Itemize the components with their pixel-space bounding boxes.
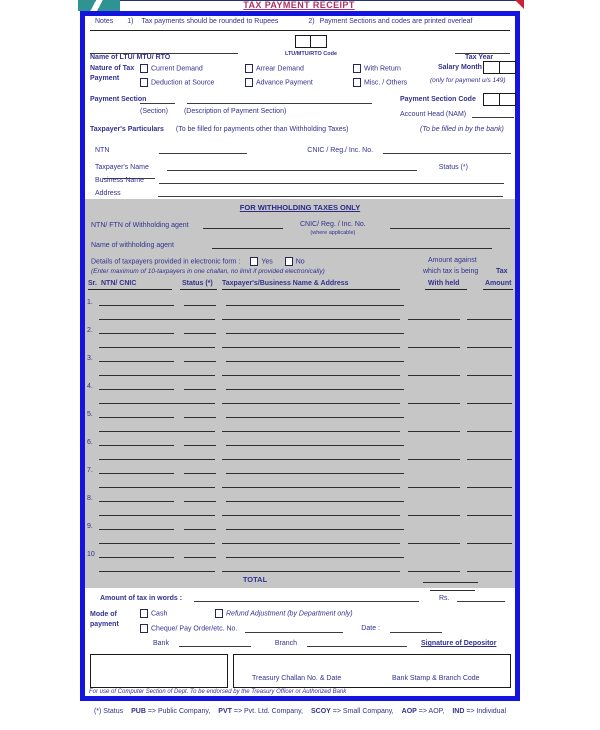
ltu-code-group <box>285 35 337 57</box>
checkbox-deduction-at-source[interactable] <box>140 78 148 87</box>
taxpayer-row <box>85 545 515 573</box>
notes-row <box>95 18 510 25</box>
col-name-label: Taxpayer's/Business Name & Address <box>222 280 349 287</box>
tax-year-label: Tax Year <box>465 54 494 61</box>
note-1-number: 1) <box>127 18 134 25</box>
checkbox-refund-adjustment[interactable] <box>215 609 223 618</box>
section-description-field[interactable] <box>187 96 372 104</box>
row-status-field[interactable] <box>184 466 216 474</box>
salary-month-note: (only for payment u/s 149) <box>430 77 506 84</box>
row-status-field[interactable] <box>184 438 216 446</box>
payment-section-code-boxes-wrap <box>483 93 516 108</box>
wh-details-note: (Enter maximum of 10-taxpayers in one challan, no limit if provided electronically) <box>91 268 325 275</box>
row-withheld-field[interactable] <box>408 536 460 544</box>
rs-field[interactable] <box>457 594 505 602</box>
checkbox-cash[interactable] <box>140 609 148 618</box>
date-label: Date : <box>361 625 380 633</box>
row-ntn-cnic-field[interactable] <box>99 410 174 418</box>
row-name-address-field[interactable] <box>226 550 404 558</box>
description-caption: (Description of Payment Section) <box>183 108 287 115</box>
row-number: 8. <box>87 495 93 502</box>
payment-section-label: Payment Section <box>90 96 147 103</box>
mode-bank-row <box>153 639 496 647</box>
status-label: Status (*) <box>438 164 468 171</box>
wh-ntn-label: NTN/ FTN of Withholding agent <box>91 222 189 229</box>
mode-refund-option <box>215 609 353 618</box>
stamp-label: Bank Stamp & Branch Code <box>392 675 480 682</box>
ntn-field[interactable] <box>159 146 247 154</box>
withholding-title: FOR WITHHOLDING TAXES ONLY <box>239 203 361 212</box>
header-band <box>78 0 520 11</box>
row-number: 3. <box>87 355 93 362</box>
row-ntn-cnic-field[interactable] <box>99 522 174 530</box>
wh-agent-name-label: Name of withholding agent <box>91 242 174 249</box>
note-2-text: Payment Sections and codes are printed overleaf <box>319 18 473 25</box>
section-field[interactable] <box>140 96 175 104</box>
ltu-name-field[interactable] <box>90 46 238 54</box>
row-ntn-cnic-field-2[interactable] <box>99 396 215 404</box>
nature-option-advance-payment: Advance Payment <box>245 78 313 87</box>
row-ntn-cnic-field-2[interactable] <box>99 480 215 488</box>
checkbox-advance-payment[interactable] <box>245 78 253 87</box>
ltu-name-group <box>90 46 238 61</box>
row-name-address-field[interactable] <box>226 438 404 446</box>
nature-option-deduction-source: Deduction at Source <box>140 78 214 87</box>
cheque-label: Cheque/ Pay Order/etc. No. <box>151 625 238 633</box>
total-label: TOTAL <box>242 575 268 584</box>
taxpayer-name-label: Taxpayer's Name <box>95 164 149 171</box>
particulars-label: Taxpayer's Particulars <box>90 126 164 133</box>
row-name-address-field[interactable] <box>226 466 404 474</box>
row-name-address-field[interactable] <box>226 410 404 418</box>
nature-option-arrear-demand: Arrear Demand <box>245 64 304 73</box>
cnic-field[interactable] <box>383 146 511 154</box>
col-underline-withheld <box>425 289 467 290</box>
refund-label: Refund Adjustment (by Department only) <box>226 610 353 618</box>
row-ntn-cnic-field-2[interactable] <box>99 340 215 348</box>
row-withheld-field[interactable] <box>408 312 460 320</box>
row-ntn-cnic-field-2[interactable] <box>99 452 215 460</box>
rs-label: Rs. <box>438 595 450 602</box>
row-ntn-cnic-field[interactable] <box>99 326 174 334</box>
wh-ntn-field[interactable] <box>203 221 283 229</box>
form-border <box>80 11 520 701</box>
row-status-field[interactable] <box>184 522 216 530</box>
row-ntn-cnic-field-2[interactable] <box>99 368 215 376</box>
row-withheld-field[interactable] <box>408 368 460 376</box>
nature-option-current-demand: Current Demand <box>140 64 203 73</box>
taxpayer-name-field[interactable] <box>167 163 417 171</box>
signature-label: Signature of Depositor <box>420 640 497 647</box>
taxpayer-row <box>85 517 515 545</box>
row-tax-amount-field[interactable] <box>467 396 512 404</box>
nature-label: Nature of Tax Payment <box>90 65 135 82</box>
row-name-address-field-2[interactable] <box>222 508 400 516</box>
row-withheld-field[interactable] <box>408 396 460 404</box>
payment-section-code-boxes[interactable] <box>483 93 516 106</box>
payment-section-fields <box>140 96 372 104</box>
row-withheld-field[interactable] <box>408 564 460 572</box>
yes-label: Yes <box>261 258 273 266</box>
salary-month-boxes-wrap <box>483 61 516 76</box>
treasury-label: Treasury Challan No. & Date <box>252 675 342 682</box>
branch-field[interactable] <box>307 639 407 647</box>
row-ntn-cnic-field[interactable] <box>99 438 174 446</box>
checkbox-electronic-yes[interactable] <box>250 257 258 266</box>
row-status-field[interactable] <box>184 494 216 502</box>
wh-cnic-note: (where applicable) <box>310 230 356 236</box>
checkbox-misc-others[interactable] <box>353 78 361 87</box>
row-tax-amount-field[interactable] <box>467 340 512 348</box>
taxpayer-row <box>85 405 515 433</box>
taxpayer-row <box>85 489 515 517</box>
row-number: 5. <box>87 411 93 418</box>
col-tax-label: Tax <box>496 268 508 275</box>
row-status-field[interactable] <box>184 382 216 390</box>
withholding-rows <box>85 293 515 573</box>
amount-against-line1: Amount against <box>428 257 477 264</box>
row-name-address-field[interactable] <box>226 326 404 334</box>
row-name-address-field[interactable] <box>226 298 404 306</box>
taxpayer-row <box>85 293 515 321</box>
branch-label: Branch <box>274 640 298 647</box>
particulars-heading <box>90 126 349 133</box>
wh-ntn-row <box>91 221 283 229</box>
account-head-group <box>400 110 514 118</box>
row-tax-amount-field[interactable] <box>467 536 512 544</box>
row-name-address-field-2[interactable] <box>222 396 400 404</box>
row-name-address-field-2[interactable] <box>222 480 400 488</box>
date-field[interactable] <box>390 625 442 633</box>
row-name-address-field-2[interactable] <box>222 368 400 376</box>
row-withheld-field[interactable] <box>408 340 460 348</box>
taxpayer-row <box>85 321 515 349</box>
row-name-address-field[interactable] <box>226 522 404 530</box>
row-number: 7. <box>87 467 93 474</box>
amount-words-row <box>100 594 505 602</box>
checkbox-with-return[interactable] <box>353 64 361 73</box>
payment-section-code-label: Payment Section Code <box>400 96 476 103</box>
row-number: 2. <box>87 327 93 334</box>
bank-note: (To be filled in by the bank) <box>420 126 504 133</box>
taxpayer-row <box>85 461 515 489</box>
address-field[interactable] <box>158 189 503 197</box>
cash-label: Cash <box>151 610 168 618</box>
col-underline-sr-ntn <box>88 289 172 290</box>
row-number: 6. <box>87 439 93 446</box>
row-number: 9. <box>87 523 93 530</box>
taxpayer-row <box>85 433 515 461</box>
checkbox-cheque[interactable] <box>140 624 148 633</box>
nature-option-misc-others: Misc. / Others <box>353 78 407 87</box>
row-status-field[interactable] <box>184 354 216 362</box>
wh-details-row <box>91 257 305 266</box>
row-name-address-field-2[interactable] <box>222 564 400 572</box>
amount-words-field[interactable] <box>194 594 419 602</box>
row-ntn-cnic-field-2[interactable] <box>99 424 215 432</box>
row-name-address-field-2[interactable] <box>222 424 400 432</box>
col-ntn-label: NTN/ CNIC <box>101 280 137 287</box>
wh-cnic-field-wrap <box>390 221 510 229</box>
row-ntn-cnic-field-2[interactable] <box>99 564 215 572</box>
checkbox-electronic-no[interactable] <box>285 257 293 266</box>
note-1-text: Tax payments should be rounded to Rupees <box>141 18 279 25</box>
row-ntn-cnic-field[interactable] <box>99 494 174 502</box>
cheque-number-field[interactable] <box>245 625 343 633</box>
wh-agent-name-field[interactable] <box>212 241 492 249</box>
status-legend-prefix: (*) Status <box>93 708 124 715</box>
business-name-row <box>95 176 504 184</box>
checkbox-arrear-demand[interactable] <box>245 64 253 73</box>
row-withheld-field[interactable] <box>408 452 460 460</box>
total-fields <box>423 575 515 591</box>
withholding-section <box>85 199 515 588</box>
col-amount-label: Amount <box>485 280 512 287</box>
status-legend: (*) Status PUB => Public Company, PVT => Pvt. Ltd. Company, SCOY => Small Company, AOP => AOP, IND => Individual <box>93 708 507 715</box>
row-tax-amount-field[interactable] <box>467 452 512 460</box>
wh-agent-name-row <box>91 241 492 249</box>
wh-details-label: Details of taxpayers provided in electronic form : <box>91 258 241 266</box>
amount-against-line2: which tax is being <box>423 268 479 275</box>
ltu-code-label: LTU/MTU/RTO Code <box>285 51 338 57</box>
business-name-field[interactable] <box>159 176 504 184</box>
col-withheld-label: With held <box>428 280 460 287</box>
business-name-label: Business Name <box>95 177 145 184</box>
row-name-address-field-2[interactable] <box>222 340 400 348</box>
row-name-address-field-2[interactable] <box>222 312 400 320</box>
row-tax-amount-field[interactable] <box>467 312 512 320</box>
address-row <box>95 189 503 197</box>
account-head-label: Account Head (NAM) <box>400 111 467 118</box>
row-number: 4. <box>87 383 93 390</box>
row-ntn-cnic-field[interactable] <box>99 466 174 474</box>
checkbox-current-demand[interactable] <box>140 64 148 73</box>
row-status-field[interactable] <box>184 550 216 558</box>
note-2-number: 2) <box>308 18 315 25</box>
address-label: Address <box>95 190 121 197</box>
row-tax-amount-field[interactable] <box>467 424 512 432</box>
taxpayer-row <box>85 377 515 405</box>
mode-cheque-row <box>140 624 442 633</box>
row-withheld-field[interactable] <box>408 480 460 488</box>
row-ntn-cnic-field-2[interactable] <box>99 536 215 544</box>
page-title: TAX PAYMENT RECEIPT <box>243 0 355 10</box>
cnic-label: CNIC / Reg./ Inc. No. <box>307 147 374 154</box>
computer-section-box <box>90 654 228 688</box>
divider-line <box>90 30 510 31</box>
row-tax-amount-field[interactable] <box>467 368 512 376</box>
row-number: 1. <box>87 299 93 306</box>
computer-section-caption: For use of Computer Section of Dept. To be endorsed by the Treasury Officer or Authorized Bank <box>89 689 347 695</box>
nature-option-with-return: With Return <box>353 64 401 73</box>
payment-section-captions <box>140 108 286 115</box>
row-name-address-field-2[interactable] <box>222 452 400 460</box>
ltu-name-label: Name of LTU/ MTU/ RTO <box>90 54 171 61</box>
ntn-label: NTN <box>95 147 110 154</box>
mode-cash-option <box>140 609 167 618</box>
tax-year-group <box>455 46 510 61</box>
row-tax-amount-field[interactable] <box>467 508 512 516</box>
row-withheld-field[interactable] <box>408 508 460 516</box>
wh-cnic-label: CNIC/ Reg. / Inc. No. <box>300 221 366 228</box>
row-tax-amount-field[interactable] <box>467 480 512 488</box>
col-underline-status <box>180 289 217 290</box>
col-status-label: Status (*) <box>182 280 213 287</box>
row-tax-amount-field[interactable] <box>467 564 512 572</box>
row-status-field[interactable] <box>184 410 216 418</box>
row-status-field[interactable] <box>184 326 216 334</box>
row-ntn-cnic-field-2[interactable] <box>99 508 215 516</box>
bank-field[interactable] <box>179 639 251 647</box>
row-ntn-cnic-field[interactable] <box>99 550 174 558</box>
tax-year-field[interactable] <box>455 46 510 54</box>
mode-label: Mode of payment <box>90 611 119 628</box>
row-ntn-cnic-field[interactable] <box>99 354 174 362</box>
treasury-box <box>233 654 511 688</box>
row-name-address-field[interactable] <box>226 382 404 390</box>
col-underline-amount <box>483 289 513 290</box>
wh-cnic-label-group <box>300 221 366 237</box>
row-name-address-field[interactable] <box>226 494 404 502</box>
row-ntn-cnic-field[interactable] <box>99 298 174 306</box>
bank-label: Bank <box>153 640 169 647</box>
row-ntn-cnic-field-2[interactable] <box>99 312 215 320</box>
particulars-note: (To be filled for payments other than Withholding Taxes) <box>175 126 349 133</box>
no-label: No <box>295 258 305 266</box>
salary-month-label: Salary Month <box>438 64 482 71</box>
account-head-field[interactable] <box>472 110 514 118</box>
notes-label: Notes <box>95 18 114 25</box>
col-sr-label: Sr. <box>88 280 97 287</box>
row-name-address-field-2[interactable] <box>222 536 400 544</box>
col-underline-name <box>222 289 400 290</box>
row-name-address-field[interactable] <box>226 354 404 362</box>
row-number: 10 <box>87 551 95 558</box>
salary-month-boxes[interactable] <box>483 61 516 74</box>
red-corner-graphic <box>515 0 524 9</box>
total-withheld-field[interactable] <box>423 575 478 583</box>
taxpayer-row <box>85 349 515 377</box>
ntn-row <box>95 146 511 154</box>
wh-cnic-field[interactable] <box>390 221 510 229</box>
amount-words-label: Amount of tax in words : <box>100 595 183 602</box>
row-ntn-cnic-field[interactable] <box>99 382 174 390</box>
row-withheld-field[interactable] <box>408 424 460 432</box>
total-amount-field[interactable] <box>430 583 475 591</box>
section-caption: (Section) <box>140 108 169 115</box>
ltu-code-boxes[interactable] <box>295 35 328 48</box>
row-status-field[interactable] <box>184 298 216 306</box>
